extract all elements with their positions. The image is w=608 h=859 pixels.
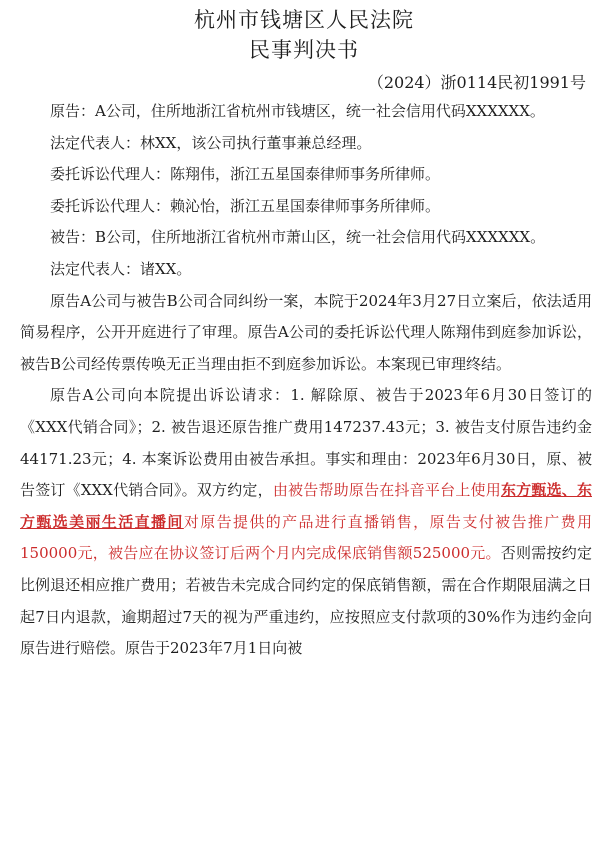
livestream-room-names: 东方甄选、东方甄选美丽生活直播间: [20, 481, 592, 531]
court-name: 杭州市钱塘区人民法院: [194, 8, 414, 32]
defendant-paragraph: 被告：B公司，住所地浙江省杭州市萧山区，统一社会信用代码XXXXXX。: [50, 228, 546, 247]
document-title: 民事判决书: [249, 38, 359, 62]
claims-text-1: 原告A公司向本院提出诉讼请求：1. 解除原、被告于2023年6月30日签订的《XXX代销合同》；2. 被告退还原告推广费用147237.43元；3. 被告支付原告违约金44171.23元；4. 本案诉讼费用由被告承担。事实和理由：2023年6月30日，原、被告签订《XXX代销合同》。双方约定，: [20, 386, 592, 500]
plaintiff-paragraph: 原告：A公司，住所地浙江省杭州市钱塘区，统一社会信用代码XXXXXX。: [50, 102, 545, 120]
claims-paragraph: [20, 380, 592, 664]
plaintiff-agent-2: 委托诉讼代理人：赖沁怡，浙江五星国泰律师事务所律师。: [50, 196, 441, 215]
highlighted-text-1: 由被告帮助原告在抖音平台上使用: [272, 481, 501, 500]
plaintiff-agent-1: 委托诉讼代理人：陈翔伟，浙江五星国泰律师事务所律师。: [50, 165, 441, 184]
case-intro-paragraph: 原告A公司与被告B公司合同纠纷一案，本院于2024年3月27日立案后，依法适用简易程序，公开开庭进行了审理。原告A公司的委托诉讼代理人陈翔伟到庭参加诉讼，被告B公司经传票传唤无正当理由拒不到庭参加诉讼。本案现已审理终结。: [20, 291, 592, 373]
defendant-representative: 法定代表人：诸XX。: [50, 259, 192, 278]
judgment-body: [20, 96, 592, 665]
highlighted-text-2: 对原告提供的产品进行直播销售，原告支付被告推广费用150000元，被告应在协议签订后两个月内完成保底销售额525000元。: [20, 512, 592, 563]
plaintiff-representative: 法定代表人：林XX，该公司执行董事兼总经理。: [50, 133, 372, 152]
case-number: （2024）浙0114民初1991号: [367, 73, 586, 92]
claims-text-2: 否则需按约定比例退还相应推广费用；若被告未完成合同约定的保底销售额，需在合作期限届满之日起7日内退款，逾期超过7天的视为严重违约，应按照应支付款项的30%作为违约金向原告进行赔偿。原告于2023年7月1日向被: [20, 544, 592, 658]
